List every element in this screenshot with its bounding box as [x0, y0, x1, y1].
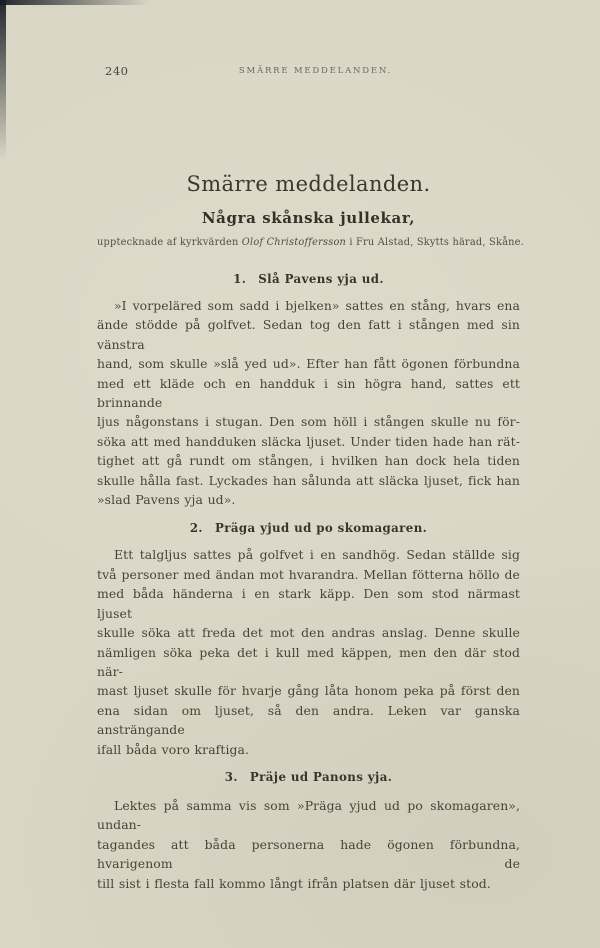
byline-suffix: i Fru Alstad, Skytts härad, Skåne.: [346, 237, 524, 248]
scan-edge-shadow-left: [0, 0, 6, 160]
text-line: tighet att gå rundt om stången, i hvilken han dock hela tiden: [97, 453, 520, 469]
byline-prefix: upptecknade af kyrkvärden: [97, 237, 242, 248]
text-line: ände stödde på golfvet. Sedan tog den fatt i stången med sin vänstra: [97, 317, 520, 352]
text-line: nämligen söka peka det i kull med käppen, men den där stod när-: [97, 644, 520, 679]
section-3-number: 3.: [224, 769, 238, 784]
section-2-paragraph: [97, 545, 520, 758]
byline-author-name: Olof Christoffersson: [241, 237, 347, 248]
section-1-title: Slå Pavens yja ud.: [258, 272, 384, 286]
article-byline: [97, 237, 524, 248]
page-number: 240: [105, 64, 129, 78]
section-2-title: Präga yjud ud po skomagaren.: [214, 521, 428, 536]
section-2-number: 2.: [189, 521, 203, 536]
section-3-heading: [97, 770, 520, 784]
text-line: ifall båda voro kraftiga.: [97, 741, 250, 757]
text-line: Lektes på samma vis som »Präga yjud ud po skomagaren», undan-: [97, 797, 520, 833]
page-content: [97, 0, 524, 893]
section-2-heading: [97, 521, 520, 535]
text-line: två personer med ändan mot hvarandra. Mellan fötterna höllo de: [97, 566, 520, 582]
text-line: söka att med handduken släcka ljuset. Under tiden hade han rät-: [97, 433, 520, 449]
text-line: hand, som skulle »slå yed ud». Efter han fått ögonen förbundna: [97, 356, 520, 372]
text-line: »slad Pavens yja ud».: [97, 492, 236, 508]
text-line: med båda händerna i en stark käpp. Den som stod närmast ljuset: [97, 586, 520, 621]
text-line: »I vorpeläred som sadd i bjelken» sattes en stång, hvars ena: [114, 298, 520, 313]
text-line: med ett kläde och en handduk i sin högra hand, sattes ett brinnande: [97, 375, 520, 411]
section-1-number: 1.: [233, 272, 247, 286]
section-3-title: Präje ud Panons yja.: [249, 769, 393, 784]
section-3-paragraph: [97, 796, 520, 893]
text-line: ljus någonstans i stugan. Den som höll i stången skulle nu för-: [97, 414, 520, 430]
section-1-heading: [97, 272, 520, 286]
page-header: [97, 64, 520, 78]
text-line: skulle söka att freda det mot den andras anslag. Denne skulle: [97, 625, 520, 641]
text-line: Ett talgljus sattes på golfvet i en sandhög. Sedan ställde sig: [114, 547, 520, 563]
running-head: SMÄRRE MEDDELANDEN.: [238, 66, 393, 76]
text-line: ena sidan om ljuset, så den andra. Leken var ganska ansträngande: [97, 702, 520, 738]
text-line: skulle hålla fast. Lyckades han sålunda att släcka ljuset, fick han: [97, 472, 520, 488]
text-line: till sist i flesta fall kommo långt ifrån platsen där ljuset stod.: [97, 875, 491, 891]
text-line: mast ljuset skulle för hvarje gång låta honom peka på först den: [97, 683, 520, 699]
section-1-paragraph: [97, 296, 520, 509]
text-line: tagandes att båda personerna hade ögonen förbundna, hvarigenom de: [97, 836, 520, 872]
article-title: Smärre meddelanden.: [186, 172, 431, 196]
article-subtitle: Några skånska jullekar,: [201, 209, 416, 227]
